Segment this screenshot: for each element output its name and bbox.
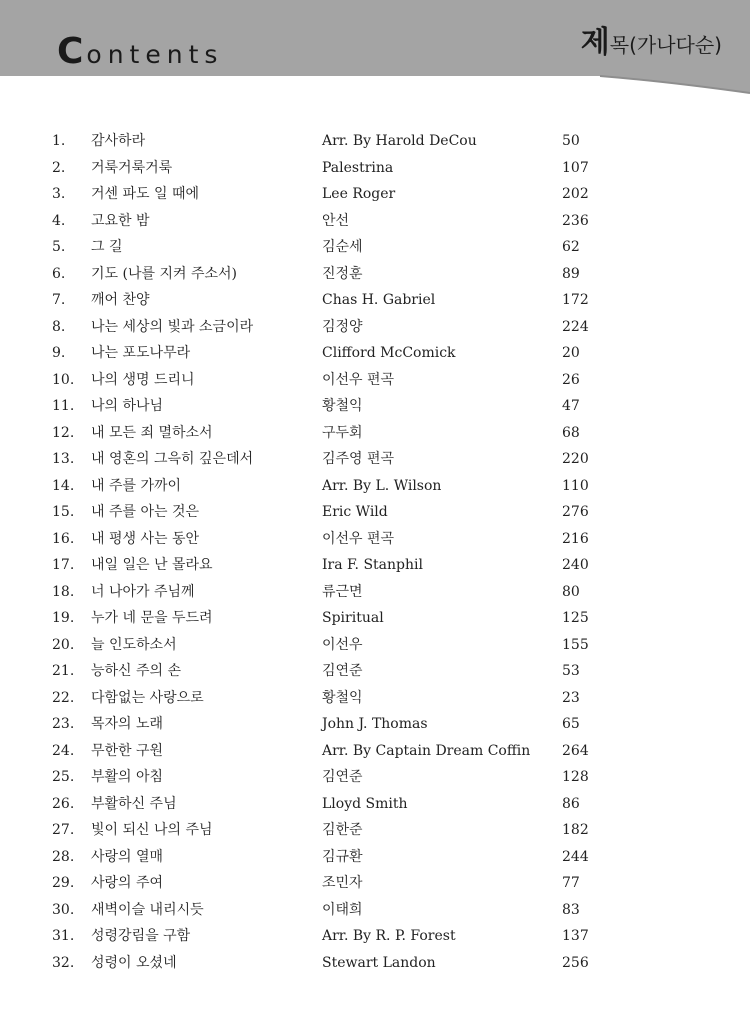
list-item[interactable] (0, 420, 750, 446)
entry-title: 능하신 주의 손 (91, 663, 182, 679)
list-item[interactable] (0, 446, 750, 472)
list-item[interactable] (0, 393, 750, 419)
entry-title: 내 주를 아는 것은 (91, 504, 200, 520)
contents-rest: ontents (86, 40, 224, 69)
list-item[interactable] (0, 897, 750, 923)
entry-arranger: Lloyd Smith (322, 795, 408, 812)
entry-title: 사랑의 주여 (91, 875, 164, 891)
entry-number: 7. (52, 292, 66, 308)
list-item[interactable] (0, 658, 750, 684)
entry-arranger: 김한준 (322, 822, 363, 838)
entry-arranger: 이선우 편곡 (322, 371, 395, 388)
entry-page: 47 (562, 398, 580, 414)
entry-arranger: Arr. By R. P. Forest (322, 928, 456, 944)
entry-page: 137 (562, 928, 589, 944)
list-item[interactable] (0, 155, 750, 181)
entry-page: 125 (562, 610, 589, 626)
entry-arranger: Arr. By L. Wilson (322, 477, 442, 494)
entry-number: 23. (52, 716, 75, 732)
entry-title: 내일 일은 난 몰라요 (91, 557, 213, 573)
entry-number: 21. (52, 663, 75, 679)
list-item[interactable] (0, 923, 750, 949)
list-item[interactable] (0, 605, 750, 631)
entry-title: 누가 네 문을 두드려 (91, 610, 213, 626)
entry-arranger: 류근면 (322, 583, 363, 600)
entry-title: 기도 (나를 지켜 주소서) (91, 265, 237, 282)
entry-title: 내 평생 사는 동안 (91, 530, 200, 547)
contents-initial: C (57, 31, 84, 72)
entry-number: 25. (52, 769, 75, 785)
entry-number: 24. (52, 742, 75, 759)
entry-page: 264 (562, 742, 589, 759)
entry-number: 29. (52, 875, 75, 891)
entry-number: 8. (52, 318, 66, 335)
entry-title: 그 길 (91, 239, 123, 255)
entry-title: 나는 세상의 빛과 소금이라 (91, 318, 254, 335)
entry-number: 2. (52, 159, 66, 176)
entry-title: 감사하라 (91, 133, 146, 149)
entry-title: 다함없는 사랑으로 (91, 689, 204, 706)
list-item[interactable] (0, 870, 750, 896)
entry-arranger: 황철익 (322, 398, 363, 414)
entry-number: 16. (52, 530, 75, 547)
entry-page: 155 (562, 636, 589, 653)
sort-title-rest: 목(가나다순) (609, 33, 722, 57)
entry-title: 빛이 되신 나의 주님 (91, 822, 213, 838)
entry-title: 나의 생명 드리니 (91, 371, 195, 388)
entry-number: 22. (52, 689, 75, 706)
entry-number: 5. (52, 239, 66, 255)
entry-arranger: Lee Roger (322, 186, 396, 202)
list-item[interactable] (0, 817, 750, 843)
list-item[interactable] (0, 499, 750, 525)
entry-arranger: 구두회 (322, 424, 363, 441)
entry-number: 9. (52, 345, 66, 361)
entry-page: 50 (562, 133, 580, 149)
entry-title: 너 나아가 주님께 (91, 583, 195, 600)
list-item[interactable] (0, 234, 750, 260)
list-item[interactable] (0, 764, 750, 790)
list-item[interactable] (0, 791, 750, 817)
entry-title: 부활의 아침 (91, 769, 164, 785)
list-item[interactable] (0, 287, 750, 313)
entry-number: 3. (52, 186, 66, 202)
entry-title: 나의 하나님 (91, 398, 164, 414)
entry-title: 나는 포도나무라 (91, 345, 191, 361)
entry-page: 244 (562, 848, 589, 865)
entry-number: 20. (52, 636, 75, 653)
entry-page: 128 (562, 769, 589, 785)
entry-page: 23 (562, 689, 580, 706)
entry-title: 성령강림을 구함 (91, 928, 191, 944)
entry-number: 4. (52, 212, 66, 229)
entry-page: 62 (562, 239, 580, 255)
entry-arranger: 황철익 (322, 689, 363, 706)
entry-page: 202 (562, 186, 589, 202)
entry-number: 31. (52, 928, 75, 944)
entry-arranger: Palestrina (322, 159, 394, 176)
entry-page: 89 (562, 265, 580, 282)
list-item[interactable] (0, 473, 750, 499)
list-item[interactable] (0, 340, 750, 366)
entry-title: 내 모든 죄 멸하소서 (91, 424, 213, 441)
entry-number: 14. (52, 477, 75, 494)
entry-arranger: 이선우 (322, 636, 363, 653)
entry-arranger: 안선 (322, 212, 350, 229)
entry-title: 거룩거룩거룩 (91, 159, 173, 176)
entry-page: 256 (562, 954, 589, 971)
list-item[interactable] (0, 950, 750, 976)
list-item[interactable] (0, 632, 750, 658)
entry-title: 늘 인도하소서 (91, 636, 177, 653)
entry-number: 27. (52, 822, 75, 838)
list-item[interactable] (0, 208, 750, 234)
entry-title: 부활하신 주님 (91, 795, 177, 812)
entry-arranger: Eric Wild (322, 504, 388, 520)
entry-arranger: 김주영 편곡 (322, 451, 395, 467)
entry-arranger: Clifford McComick (322, 345, 456, 361)
entry-title: 고요한 밤 (91, 212, 150, 229)
entry-page: 80 (562, 583, 580, 600)
entry-page: 220 (562, 451, 589, 467)
entry-number: 10. (52, 371, 75, 388)
entry-title: 성령이 오셨네 (91, 954, 177, 971)
entry-page: 236 (562, 212, 589, 229)
entry-title: 무한한 구원 (91, 742, 164, 759)
entry-arranger: Arr. By Harold DeCou (322, 133, 477, 149)
entry-page: 110 (562, 477, 589, 494)
sort-title (580, 25, 722, 60)
entry-number: 11. (52, 398, 75, 414)
page-header (0, 0, 750, 110)
entry-title: 내 주를 가까이 (91, 477, 182, 494)
contents-title (57, 31, 224, 72)
entry-number: 12. (52, 424, 75, 441)
entry-title: 깨어 찬양 (91, 292, 150, 308)
entry-number: 15. (52, 504, 75, 520)
entry-arranger: 김정양 (322, 318, 363, 335)
entry-arranger: Arr. By Captain Dream Coffin (322, 742, 531, 759)
entry-page: 20 (562, 345, 580, 361)
entry-number: 19. (52, 610, 75, 626)
entry-page: 77 (562, 875, 580, 891)
entry-page: 107 (562, 159, 589, 176)
entry-arranger: Chas H. Gabriel (322, 292, 436, 308)
list-item[interactable] (0, 526, 750, 552)
entry-title: 거센 파도 일 때에 (91, 186, 200, 202)
entry-number: 1. (52, 133, 66, 149)
entry-title: 목자의 노래 (91, 716, 164, 732)
entry-page: 83 (562, 901, 580, 918)
entry-page: 240 (562, 557, 589, 573)
entry-page: 86 (562, 795, 580, 812)
list-item[interactable] (0, 711, 750, 737)
entry-page: 216 (562, 530, 589, 547)
entry-page: 65 (562, 716, 580, 732)
entry-arranger: Spiritual (322, 610, 384, 626)
list-item[interactable] (0, 685, 750, 711)
entry-page: 53 (562, 663, 580, 679)
entry-number: 32. (52, 954, 75, 971)
entry-number: 13. (52, 451, 75, 467)
entry-arranger: 이선우 편곡 (322, 530, 395, 547)
entry-number: 26. (52, 795, 75, 812)
entry-number: 17. (52, 557, 75, 573)
entry-arranger: 김규환 (322, 848, 363, 865)
entry-arranger: 김연준 (322, 769, 363, 785)
entry-arranger: Ira F. Stanphil (322, 557, 423, 573)
entry-page: 68 (562, 424, 580, 441)
list-item[interactable] (0, 181, 750, 207)
entry-page: 26 (562, 371, 580, 388)
entry-page: 172 (562, 292, 589, 308)
entry-number: 28. (52, 848, 75, 865)
entry-arranger: 김연준 (322, 663, 363, 679)
entry-arranger: 이태희 (322, 901, 363, 918)
entry-arranger: 조민자 (322, 875, 363, 891)
list-item[interactable] (0, 367, 750, 393)
entry-arranger: 진정훈 (322, 265, 363, 282)
entry-arranger: 김순세 (322, 239, 363, 255)
list-item[interactable] (0, 552, 750, 578)
entry-arranger: Stewart Landon (322, 954, 436, 971)
entry-page: 276 (562, 504, 589, 520)
entry-number: 6. (52, 265, 66, 282)
list-item[interactable] (0, 844, 750, 870)
entry-number: 30. (52, 901, 75, 918)
sort-title-initial: 제 (580, 25, 610, 60)
list-item[interactable] (0, 314, 750, 340)
entry-title: 새벽이슬 내리시듯 (91, 901, 204, 918)
list-item[interactable] (0, 128, 750, 154)
list-item[interactable] (0, 261, 750, 287)
entry-title: 내 영혼의 그윽히 깊은데서 (91, 451, 254, 467)
entry-page: 182 (562, 822, 589, 838)
list-item[interactable] (0, 738, 750, 764)
entry-page: 224 (562, 318, 589, 335)
entry-number: 18. (52, 583, 75, 600)
list-item[interactable] (0, 579, 750, 605)
entry-title: 사랑의 열매 (91, 848, 164, 865)
entry-arranger: John J. Thomas (322, 716, 428, 732)
